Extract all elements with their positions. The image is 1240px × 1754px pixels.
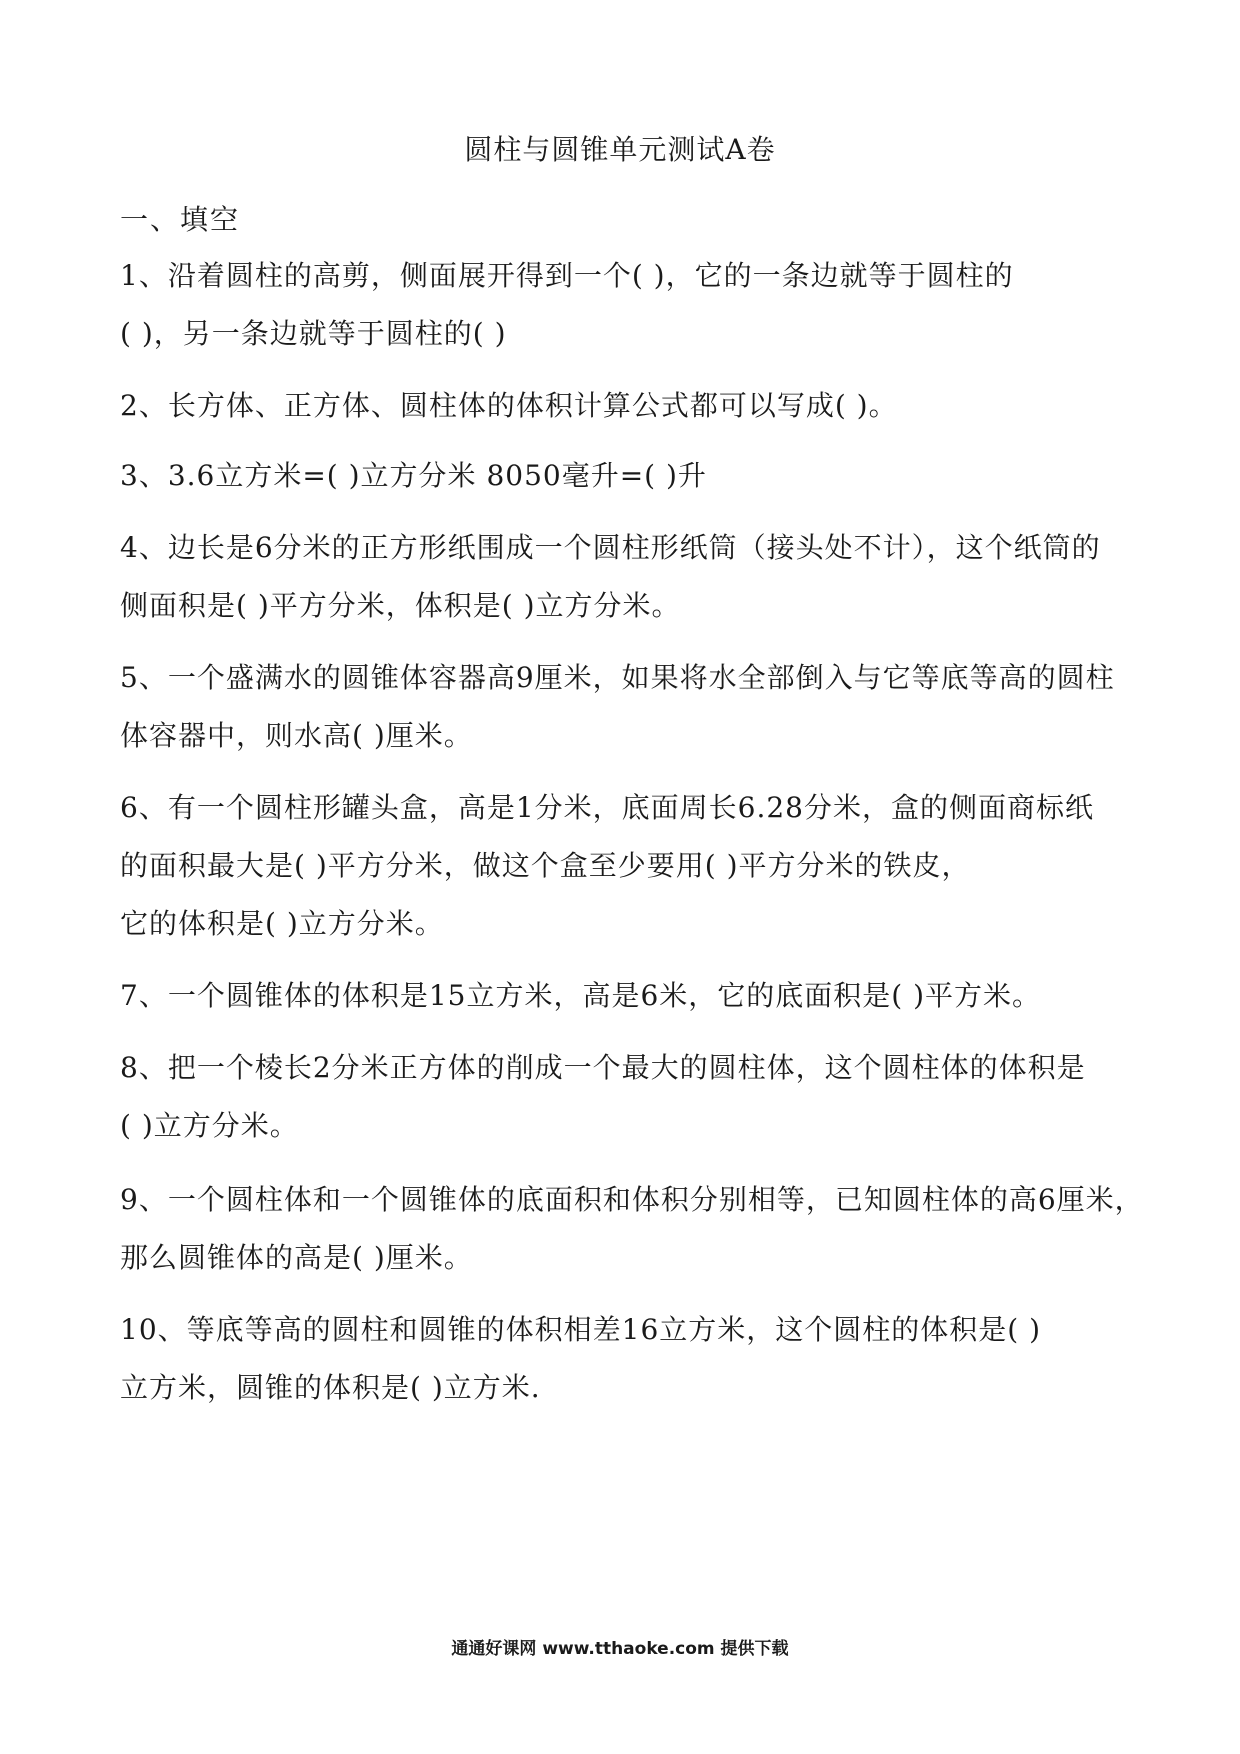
question-line: 10、等底等高的圆柱和圆锥的体积相差16立方米，这个圆柱的体积是( ) bbox=[120, 1313, 1042, 1346]
question-line: 7、一个圆锥体的体积是15立方米，高是6米，它的底面积是( )平方米。 bbox=[120, 979, 1042, 1012]
question-line: 它的体积是( )立方分米。 bbox=[120, 907, 444, 940]
question-line: 8、把一个棱长2分米正方体的削成一个最大的圆柱体，这个圆柱体的体积是 bbox=[120, 1051, 1086, 1084]
question-line: ( )立方分米。 bbox=[120, 1109, 299, 1142]
question-line: 6、有一个圆柱形罐头盒，高是1分米，底面周长6.28分米，盒的侧面商标纸 bbox=[120, 791, 1094, 824]
footer-text: 通通好课网 www.tthaoke.com 提供下载 bbox=[451, 1639, 789, 1659]
section-heading: 一、填空 bbox=[120, 203, 241, 236]
question-line: 9、一个圆柱体和一个圆锥体的底面积和体积分别相等，已知圆柱体的高6厘米， bbox=[120, 1183, 1144, 1216]
question-line: 1、沿着圆柱的高剪，侧面展开得到一个( )，它的一条边就等于圆柱的 bbox=[120, 259, 1014, 292]
question-line: 侧面积是( )平方分米，体积是( )立方分米。 bbox=[120, 589, 681, 622]
page-title: 圆柱与圆锥单元测试A卷 bbox=[464, 133, 776, 166]
question-line: 的面积最大是( )平方分米，做这个盒至少要用( )平方分米的铁皮， bbox=[120, 849, 971, 882]
question-line: 3、3.6立方米=( )立方分米 8050毫升=( )升 bbox=[120, 459, 707, 492]
question-line: 那么圆锥体的高是( )厘米。 bbox=[120, 1241, 473, 1274]
question-line: 5、一个盛满水的圆锥体容器高9厘米，如果将水全部倒入与它等底等高的圆柱 bbox=[120, 661, 1115, 694]
question-line: ( )，另一条边就等于圆柱的( ) bbox=[120, 317, 507, 350]
question-line: 体容器中，则水高( )厘米。 bbox=[120, 719, 473, 752]
question-line: 4、边长是6分米的正方形纸围成一个圆柱形纸筒（接头处不计），这个纸筒的 bbox=[120, 531, 1101, 564]
question-line: 立方米，圆锥的体积是( )立方米. bbox=[120, 1371, 541, 1404]
question-line: 2、长方体、正方体、圆柱体的体积计算公式都可以写成( )。 bbox=[120, 389, 898, 422]
